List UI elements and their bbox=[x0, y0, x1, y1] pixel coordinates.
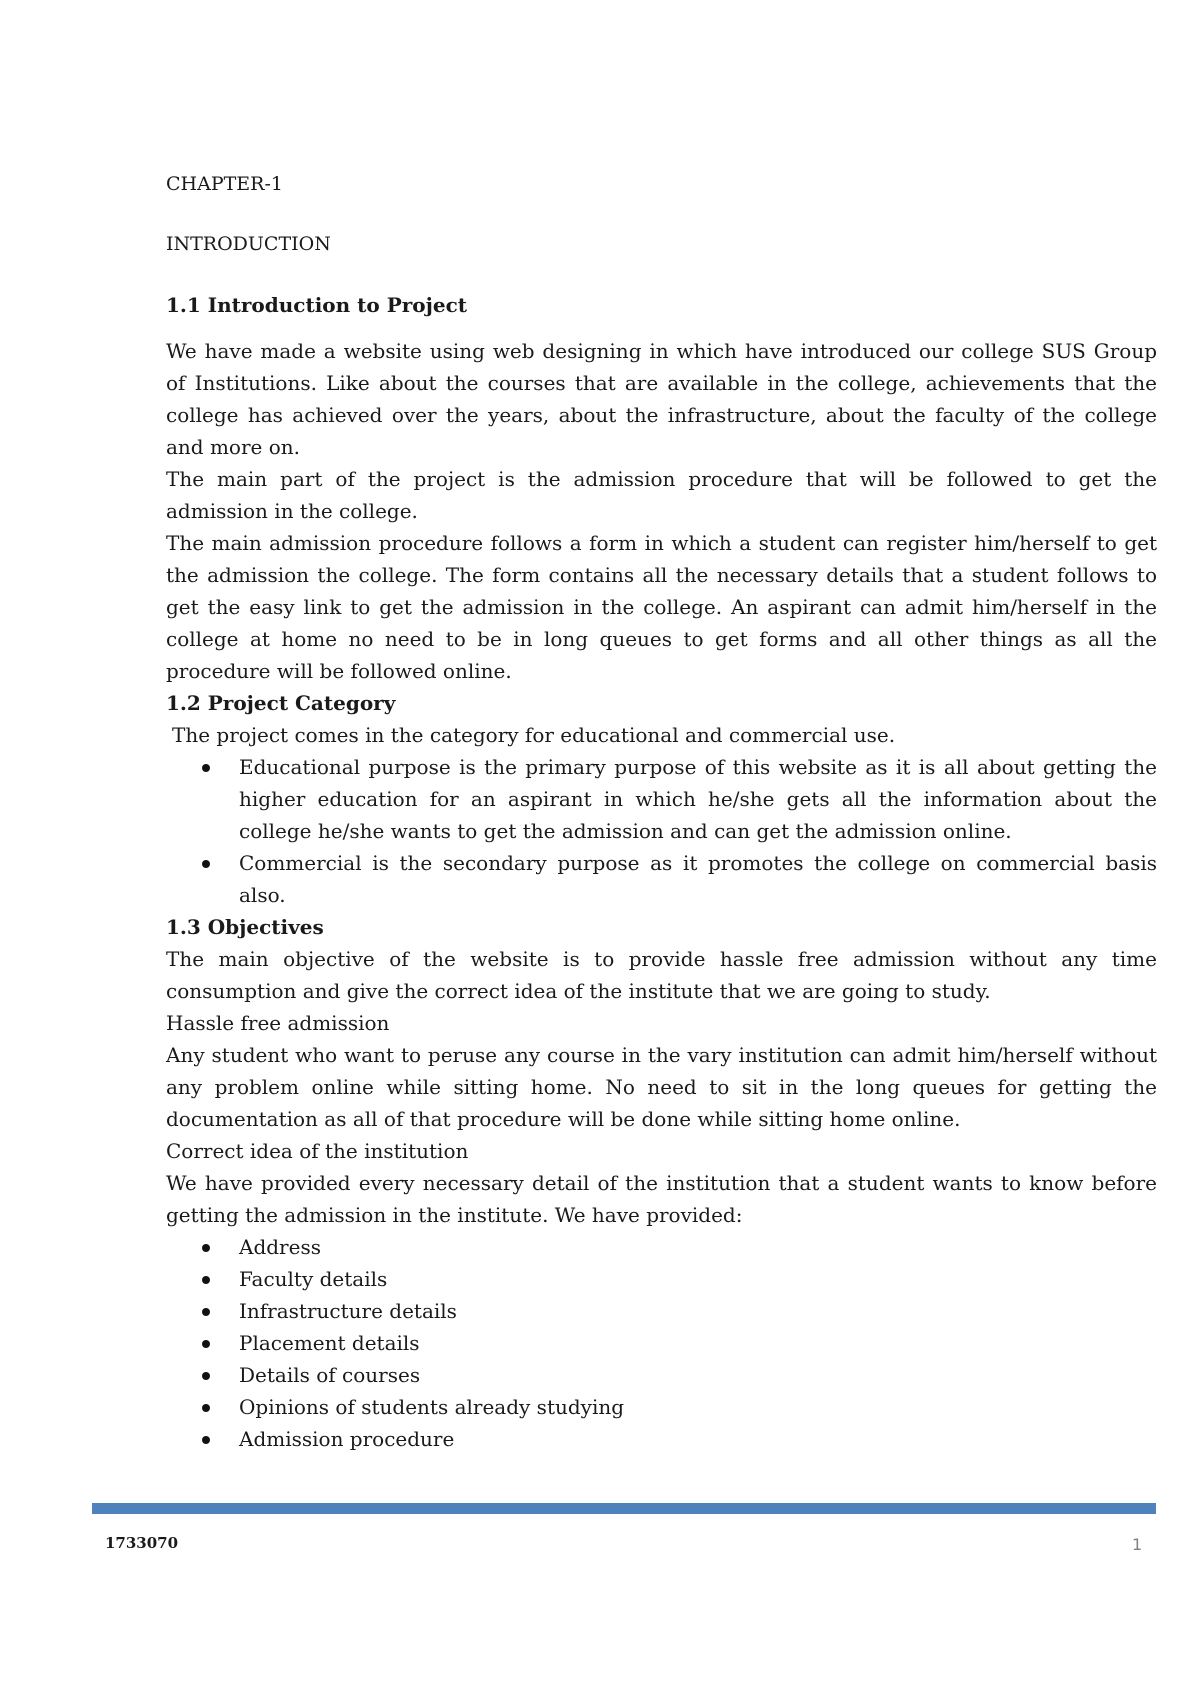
paragraph: The main admission procedure follows a form in which a student can register him/herself to get the admission the college. The form contains all the necessary details that a student follows to get the easy link to get the admission in the college. An aspirant can admit him/herself in the college at home no need to be in long queues to get forms and all other things as all the procedure will be followed online. bbox=[166, 531, 1157, 683]
list-item bbox=[166, 1391, 1157, 1423]
bullet-icon bbox=[202, 1340, 210, 1348]
paragraph: The main part of the project is the admission procedure that will be followed to get the admission in the college. bbox=[166, 467, 1157, 523]
page-number: 1 bbox=[1132, 1535, 1143, 1554]
list-item bbox=[166, 1231, 1157, 1263]
list-item-text: Admission procedure bbox=[239, 1427, 455, 1451]
bullet-icon bbox=[202, 1372, 210, 1380]
list-item-text: Placement details bbox=[239, 1331, 420, 1355]
bullet-icon bbox=[202, 860, 210, 868]
list-item-text: Address bbox=[239, 1235, 321, 1259]
list-item bbox=[166, 1359, 1157, 1391]
bullet-icon bbox=[202, 1308, 210, 1316]
page-content bbox=[166, 168, 1157, 1455]
footer-divider-bar bbox=[92, 1503, 1156, 1514]
paragraph: The main objective of the website is to provide hassle free admission without any time consumption and give the correct idea of the institute that we are going to study. bbox=[166, 947, 1157, 1003]
paragraph: Any student who want to peruse any course in the vary institution can admit him/herself without any problem online while sitting home. No need to sit in the long queues for getting the documentation as all of that procedure will be done while sitting home online. bbox=[166, 1043, 1157, 1131]
paragraph: We have made a website using web designing in which have introduced our college SUS Group of Institutions. Like about the courses that are available in the college, achievements that the college has achieved over the years, about the infrastructure, about the faculty of the college and more on. bbox=[166, 339, 1157, 459]
bullet-icon bbox=[202, 1404, 210, 1412]
section-heading-1-3: 1.3 Objectives bbox=[166, 915, 324, 939]
provided-details-list bbox=[166, 1231, 1157, 1455]
paragraph: The project comes in the category for educational and commercial use. bbox=[172, 723, 896, 747]
category-bullet-list bbox=[166, 751, 1157, 911]
section-heading-1-2: 1.2 Project Category bbox=[166, 691, 396, 715]
list-item-text: Infrastructure details bbox=[239, 1299, 457, 1323]
chapter-label: CHAPTER-1 bbox=[166, 173, 283, 195]
bullet-icon bbox=[202, 764, 210, 772]
chapter-title: INTRODUCTION bbox=[166, 233, 331, 255]
list-item bbox=[166, 1423, 1157, 1455]
footer-student-id: 1733070 bbox=[105, 1534, 179, 1552]
list-item-text: Commercial is the secondary purpose as it promotes the college on commercial basis also. bbox=[239, 851, 1157, 907]
list-item-text: Opinions of students already studying bbox=[239, 1395, 625, 1419]
list-item bbox=[166, 1295, 1157, 1327]
list-item bbox=[166, 847, 1157, 911]
list-item bbox=[166, 1327, 1157, 1359]
bullet-icon bbox=[202, 1436, 210, 1444]
bullet-icon bbox=[202, 1276, 210, 1284]
list-item-text: Details of courses bbox=[239, 1363, 421, 1387]
list-item-text: Faculty details bbox=[239, 1267, 388, 1291]
list-item bbox=[166, 1263, 1157, 1295]
list-item-text: Educational purpose is the primary purpose of this website as it is all about getting the higher education for an aspirant in which he/she gets all the information about the college he/she wants to get the admission and can get the admission online. bbox=[239, 755, 1157, 843]
bullet-icon bbox=[202, 1244, 210, 1252]
paragraph: We have provided every necessary detail of the institution that a student wants to know before getting the admission in the institute. We have provided: bbox=[166, 1171, 1157, 1227]
subheading: Hassle free admission bbox=[166, 1011, 390, 1035]
list-item bbox=[166, 751, 1157, 847]
subheading: Correct idea of the institution bbox=[166, 1139, 469, 1163]
section-heading-1-1: 1.1 Introduction to Project bbox=[166, 293, 467, 317]
